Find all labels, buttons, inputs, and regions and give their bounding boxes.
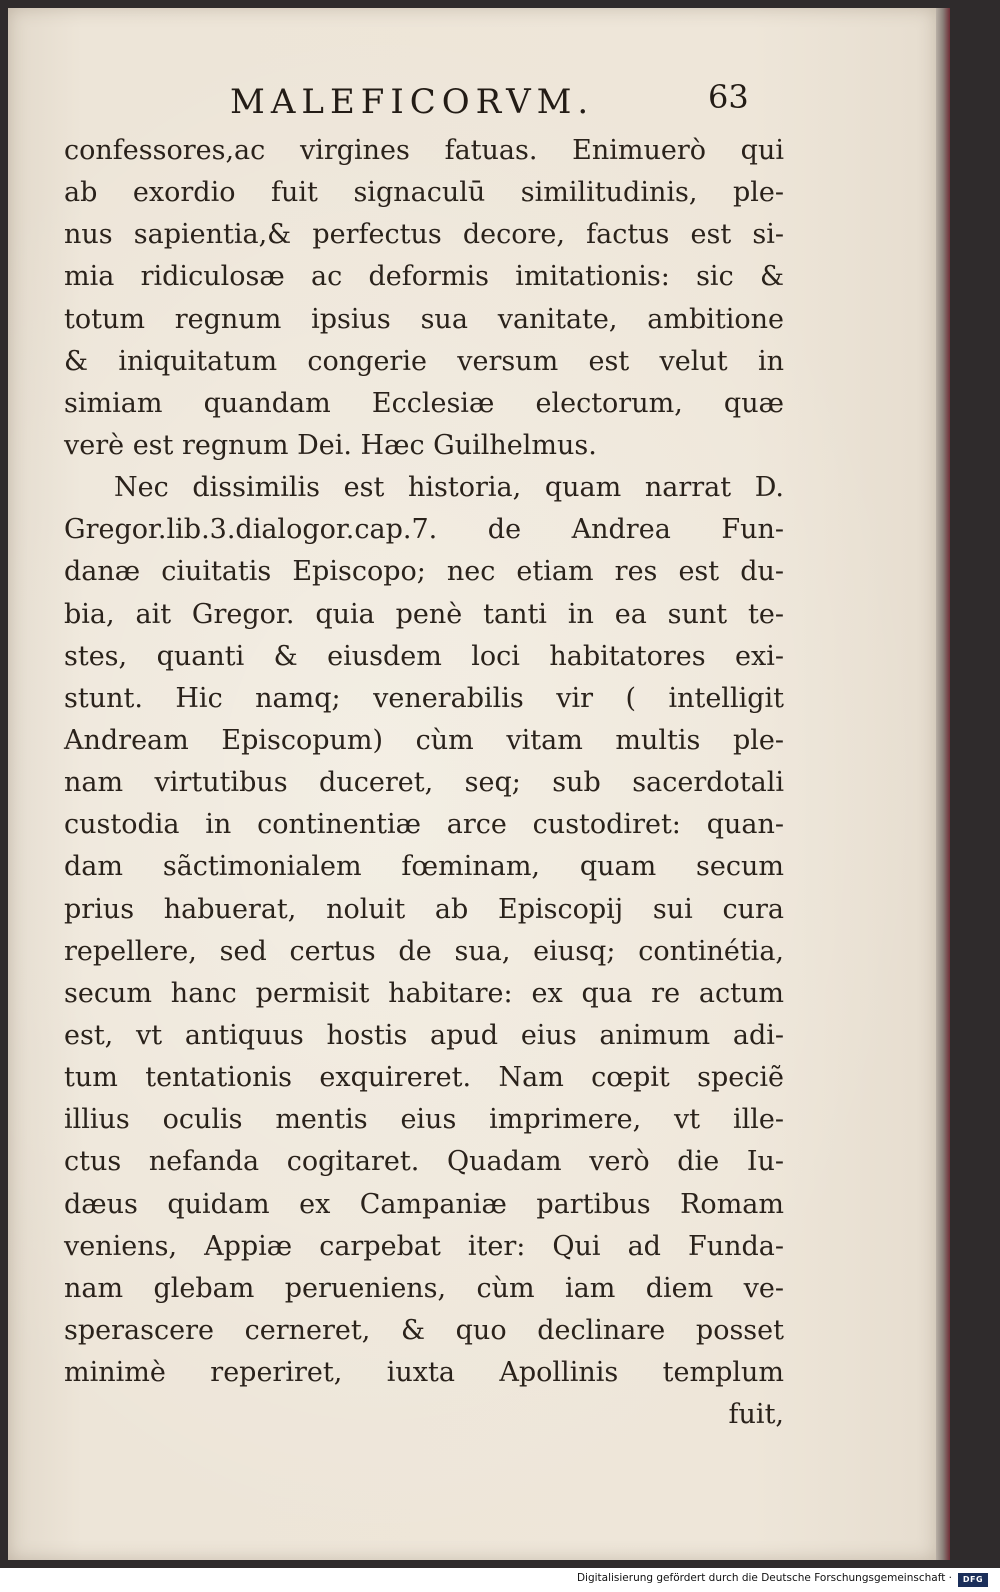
book-edge bbox=[936, 8, 950, 1560]
text-line: sperascere cerneret, & quo declinare posset bbox=[64, 1314, 784, 1346]
text-line: Andream Episcopum) cùm vitam multis ple- bbox=[64, 724, 784, 756]
text-line: mia ridiculosæ ac deformis imitationis: sic & bbox=[64, 261, 784, 293]
text-line: nam glebam perueniens, cùm iam diem ve- bbox=[64, 1272, 784, 1304]
text-line: verè est regnum Dei. Hæc Guilhelmus. bbox=[64, 429, 597, 461]
text-line: veniens, Appiæ carpebat iter: Qui ad Funda- bbox=[64, 1230, 784, 1262]
text-line: secum hanc permisit habitare: ex qua re actum bbox=[64, 977, 784, 1009]
running-title: MALEFICORVM. bbox=[230, 82, 595, 122]
body-text bbox=[64, 130, 784, 1436]
funding-credit: Digitalisierung gefördert durch die Deutsche Forschungsgemeinschaft · bbox=[576, 1572, 952, 1584]
text-line: totum regnum ipsius sua vanitate, ambitione bbox=[64, 303, 784, 335]
text-line: tum tentationis exquireret. Nam cœpit speciẽ bbox=[64, 1062, 784, 1094]
text-line: dam sãctimonialem fœminam, quam secum bbox=[64, 851, 784, 883]
text-line: dæus quidam ex Campaniæ partibus Romam bbox=[64, 1188, 784, 1220]
text-line: stes, quanti & eiusdem loci habitatores exi- bbox=[64, 640, 784, 672]
dfg-logo-icon: DFG bbox=[958, 1573, 988, 1587]
text-line: confessores,ac virgines fatuas. Enimuerò qui bbox=[64, 135, 784, 166]
text-line: illius oculis mentis eius imprimere, vt ille- bbox=[64, 1104, 784, 1136]
text-line: ab exordio fuit signaculū similitudinis, ple- bbox=[64, 177, 784, 209]
text-line: danæ ciuitatis Episcopo; nec etiam res est du- bbox=[64, 556, 784, 588]
page-number: 63 bbox=[708, 78, 749, 116]
book-page bbox=[8, 8, 936, 1560]
text-line: nam virtutibus duceret, seq; sub sacerdotali bbox=[64, 767, 784, 799]
text-line: ctus nefanda cogitaret. Quadam verò die Iu- bbox=[64, 1146, 784, 1178]
text-line: bia, ait Gregor. quia penè tanti in ea sunt te- bbox=[64, 598, 784, 630]
text-line: & iniquitatum congerie versum est velut in bbox=[64, 345, 784, 377]
text-line: nus sapientia,& perfectus decore, factus est si- bbox=[64, 219, 784, 251]
digitization-footer bbox=[0, 1568, 1000, 1592]
text-line: simiam quandam Ecclesiæ electorum, quæ bbox=[64, 387, 784, 419]
text-line: est, vt antiquus hostis apud eius animum adi- bbox=[64, 1019, 784, 1051]
text-line: stunt. Hic namq; venerabilis vir ( intelligit bbox=[64, 682, 784, 714]
page-header bbox=[8, 78, 936, 128]
text-line: Gregor.lib.3.dialogor.cap.7. de Andrea Fun- bbox=[64, 514, 784, 546]
text-line: Nec dissimilis est historia, quam narrat D. bbox=[114, 472, 784, 504]
catchword: fuit, bbox=[728, 1399, 784, 1431]
text-line: repellere, sed certus de sua, eiusq; continétia, bbox=[64, 935, 784, 967]
text-line: custodia in continentiæ arce custodiret: quan- bbox=[64, 809, 784, 841]
text-line: prius habuerat, noluit ab Episcopij sui cura bbox=[64, 893, 784, 925]
text-line: minimè reperiret, iuxta Apollinis templum bbox=[64, 1357, 784, 1389]
